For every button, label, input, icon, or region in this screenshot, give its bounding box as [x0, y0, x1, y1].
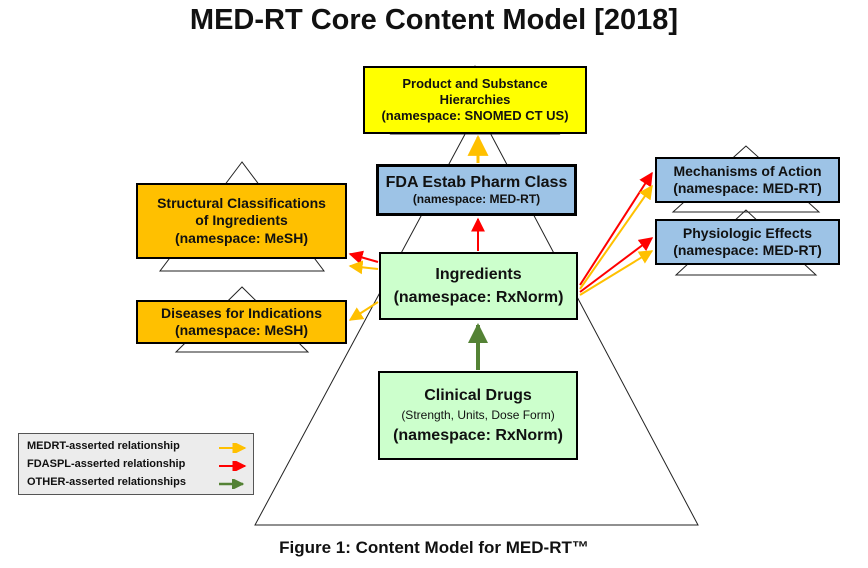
- legend-medrt-label: MEDRT-asserted relationship: [27, 440, 180, 452]
- node-diseases-line1: Diseases for Indications: [160, 304, 323, 321]
- node-physiologic-line1: Physiologic Effects: [682, 224, 813, 241]
- node-mechanisms-line1: Mechanisms of Action: [673, 162, 822, 179]
- node-mechanisms-namespace: (namespace: MED-RT): [673, 180, 822, 196]
- arrow-ingredients-to-structural-medrt: [350, 266, 378, 269]
- figure-caption: Figure 1: Content Model for MED-RT™: [279, 538, 589, 557]
- legend-fdaspl-label: FDASPL-asserted relationship: [27, 458, 186, 470]
- legend: [18, 433, 254, 495]
- node-structural-line1: Structural Classifications: [157, 195, 326, 212]
- legend-other-arrow: [219, 479, 247, 489]
- legend-medrt-arrow: [219, 443, 247, 453]
- arrow-ingredients-to-mechanisms-fdaspl: [580, 173, 652, 285]
- node-clinical-detail: (Strength, Units, Dose Form): [401, 408, 555, 423]
- node-clinical-line1: Clinical Drugs: [424, 386, 532, 404]
- arrow-ingredients-to-structural-fdaspl: [350, 254, 378, 262]
- node-physiologic-namespace: (namespace: MED-RT): [673, 242, 822, 258]
- node-product-namespace: (namespace: SNOMED CT US): [381, 107, 569, 123]
- node-structural-line2: of Ingredients: [195, 212, 288, 229]
- node-fda-line1: FDA Estab Pharm Class: [385, 173, 568, 191]
- arrow-ingredients-to-diseases: [350, 302, 378, 320]
- legend-fdaspl-arrow: [219, 461, 247, 471]
- node-diseases-namespace: (namespace: MeSH): [174, 322, 309, 338]
- node-structural-namespace: (namespace: MeSH): [174, 229, 309, 246]
- node-product-line2: Hierarchies: [439, 92, 511, 108]
- node-fda-namespace: (namespace: MED-RT): [412, 192, 541, 207]
- node-clinical-namespace: (namespace: RxNorm): [393, 426, 563, 444]
- legend-other-label: OTHER-asserted relationships: [27, 476, 186, 488]
- node-ingredients-line1: Ingredients: [435, 265, 522, 283]
- page-title: MED-RT Core Content Model [2018]: [189, 4, 679, 36]
- node-ingredients-namespace: (namespace: RxNorm): [393, 289, 564, 306]
- arrow-ingredients-to-physiologic-fdaspl: [580, 238, 652, 292]
- node-product-line1: Product and Substance: [402, 76, 548, 92]
